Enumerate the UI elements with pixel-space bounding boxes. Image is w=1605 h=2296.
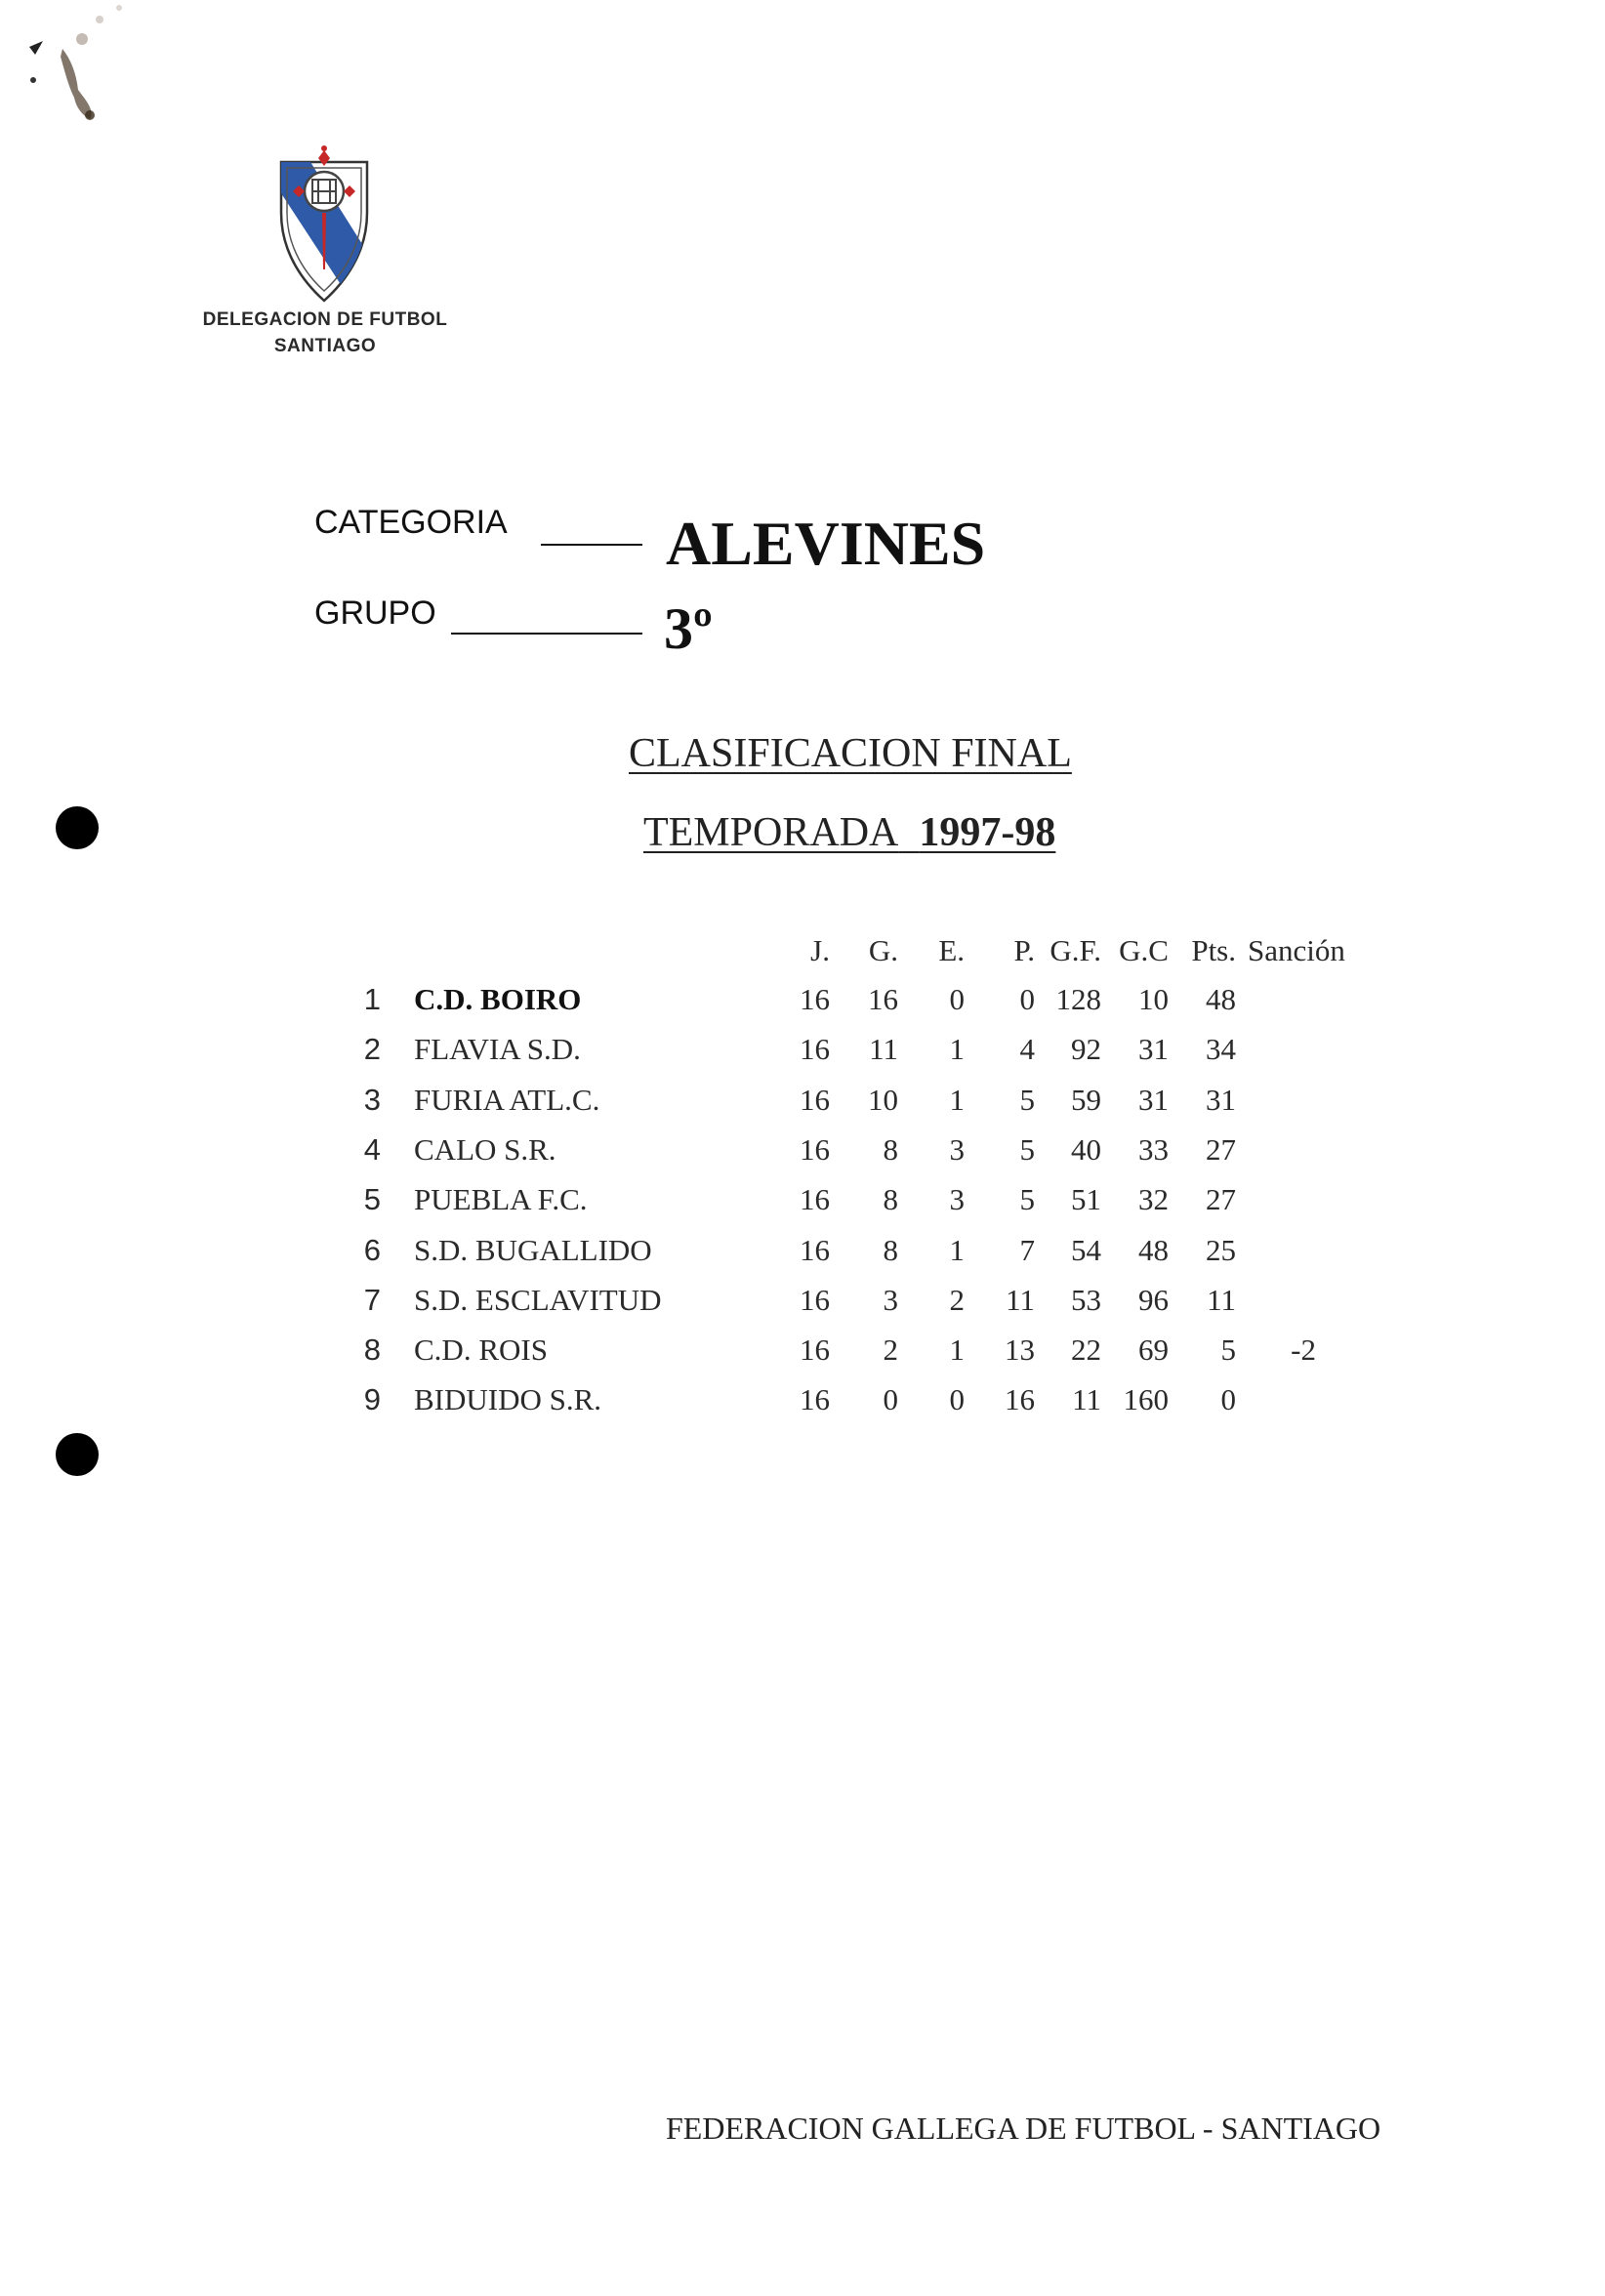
row-cell-gc: 48	[1138, 1233, 1169, 1267]
row-position: 7	[363, 1283, 381, 1317]
row-cell-p: 16	[1005, 1382, 1035, 1416]
row-cell-g: 3	[883, 1283, 898, 1317]
row-cell-j: 16	[800, 1283, 830, 1317]
row-cell-j: 16	[800, 982, 830, 1016]
grupo-label: GRUPO	[314, 594, 436, 632]
row-cell-g: 10	[868, 1083, 898, 1117]
row-cell-p: 5	[1019, 1132, 1035, 1167]
temporada-label: TEMPORADA	[643, 810, 899, 855]
row-team-name: FURIA ATL.C.	[414, 1083, 600, 1117]
row-cell-gc: 10	[1138, 982, 1169, 1016]
temporada-heading	[643, 809, 1055, 856]
row-cell-p: 0	[1019, 982, 1035, 1016]
column-header: G.	[868, 933, 898, 967]
row-cell-gf: 128	[1055, 982, 1101, 1016]
row-position: 2	[363, 1032, 381, 1066]
column-header: Pts.	[1191, 933, 1236, 967]
row-cell-g: 8	[883, 1233, 898, 1267]
row-team-name: C.D. BOIRO	[414, 982, 582, 1016]
row-cell-e: 1	[949, 1332, 965, 1367]
row-cell-g: 8	[883, 1182, 898, 1216]
row-cell-gf: 22	[1071, 1332, 1101, 1367]
row-cell-e: 0	[949, 1382, 965, 1416]
row-position: 4	[363, 1132, 381, 1167]
row-cell-gc: 33	[1138, 1132, 1169, 1167]
row-cell-pts: 48	[1206, 982, 1236, 1016]
row-position: 5	[363, 1182, 381, 1216]
row-team-name: S.D. ESCLAVITUD	[414, 1283, 662, 1317]
row-team-name: CALO S.R.	[414, 1132, 556, 1167]
row-cell-g: 16	[868, 982, 898, 1016]
row-cell-j: 16	[800, 1233, 830, 1267]
row-cell-gf: 11	[1072, 1382, 1101, 1416]
row-cell-p: 5	[1019, 1182, 1035, 1216]
categoria-value: ALEVINES	[666, 509, 986, 578]
row-cell-gc: 32	[1138, 1182, 1169, 1216]
row-team-name: BIDUIDO S.R.	[414, 1382, 602, 1416]
row-cell-j: 16	[800, 1182, 830, 1216]
categoria-label: CATEGORIA	[314, 504, 508, 541]
row-cell-pts: 27	[1206, 1132, 1236, 1167]
delegacion-crest-logo	[275, 144, 373, 306]
row-cell-e: 3	[949, 1132, 965, 1167]
punch-hole-top	[56, 806, 99, 849]
logo-caption-line2: SANTIAGO	[273, 336, 377, 356]
temporada-value: 1997-98	[919, 810, 1056, 855]
row-team-name: S.D. BUGALLIDO	[414, 1233, 652, 1267]
row-cell-e: 1	[949, 1233, 965, 1267]
row-position: 6	[363, 1233, 381, 1267]
row-team-name: PUEBLA F.C.	[414, 1182, 588, 1216]
row-cell-gf: 59	[1071, 1083, 1101, 1117]
row-cell-gc: 160	[1123, 1382, 1169, 1416]
row-cell-gf: 51	[1071, 1182, 1101, 1216]
row-cell-p: 5	[1019, 1083, 1035, 1117]
row-cell-j: 16	[800, 1083, 830, 1117]
row-cell-sancion: -2	[1291, 1332, 1316, 1367]
row-cell-g: 8	[883, 1132, 898, 1167]
grupo-value: 3º	[664, 596, 713, 661]
row-cell-gf: 92	[1071, 1032, 1101, 1066]
row-cell-pts: 11	[1207, 1283, 1236, 1317]
row-cell-e: 3	[949, 1182, 965, 1216]
row-position: 3	[363, 1083, 381, 1117]
row-cell-p: 11	[1006, 1283, 1035, 1317]
row-cell-j: 16	[800, 1382, 830, 1416]
row-cell-pts: 31	[1206, 1083, 1236, 1117]
row-cell-pts: 27	[1206, 1182, 1236, 1216]
punch-hole-bottom	[56, 1433, 99, 1476]
row-position: 9	[363, 1382, 381, 1416]
row-cell-gc: 31	[1138, 1032, 1169, 1066]
row-cell-gf: 40	[1071, 1132, 1101, 1167]
row-cell-j: 16	[800, 1032, 830, 1066]
logo-caption-line1: DELEGACION DE FUTBOL	[202, 309, 448, 330]
row-position: 1	[363, 982, 381, 1016]
column-header: J.	[810, 933, 830, 967]
row-cell-pts: 25	[1206, 1233, 1236, 1267]
row-position: 8	[363, 1332, 381, 1367]
row-cell-j: 16	[800, 1132, 830, 1167]
row-cell-gc: 69	[1138, 1332, 1169, 1367]
scan-smudge	[21, 0, 148, 127]
row-cell-p: 7	[1019, 1233, 1035, 1267]
column-header: Sanción	[1248, 933, 1345, 967]
row-team-name: FLAVIA S.D.	[414, 1032, 581, 1066]
categoria-underline	[541, 544, 642, 546]
row-cell-e: 1	[949, 1083, 965, 1117]
grupo-underline	[451, 633, 642, 635]
row-cell-p: 4	[1019, 1032, 1035, 1066]
row-cell-e: 2	[949, 1283, 965, 1317]
row-cell-e: 1	[949, 1032, 965, 1066]
column-header: P.	[1013, 933, 1035, 967]
column-header: G.C	[1119, 933, 1169, 967]
column-header: E.	[938, 933, 965, 967]
column-header: G.F.	[1049, 933, 1101, 967]
row-cell-p: 13	[1005, 1332, 1035, 1367]
clasificacion-heading: CLASIFICACION FINAL	[629, 731, 1072, 776]
row-cell-pts: 34	[1206, 1032, 1236, 1066]
footer-federacion: FEDERACION GALLEGA DE FUTBOL - SANTIAGO	[666, 2111, 1381, 2146]
row-cell-g: 2	[883, 1332, 898, 1367]
row-cell-pts: 5	[1220, 1332, 1236, 1367]
row-cell-e: 0	[949, 982, 965, 1016]
row-cell-gf: 54	[1071, 1233, 1101, 1267]
row-cell-pts: 0	[1220, 1382, 1236, 1416]
row-cell-gf: 53	[1071, 1283, 1101, 1317]
row-cell-gc: 96	[1138, 1283, 1169, 1317]
row-cell-g: 11	[869, 1032, 898, 1066]
row-cell-gc: 31	[1138, 1083, 1169, 1117]
row-team-name: C.D. ROIS	[414, 1332, 548, 1367]
row-cell-j: 16	[800, 1332, 830, 1367]
row-cell-g: 0	[883, 1382, 898, 1416]
